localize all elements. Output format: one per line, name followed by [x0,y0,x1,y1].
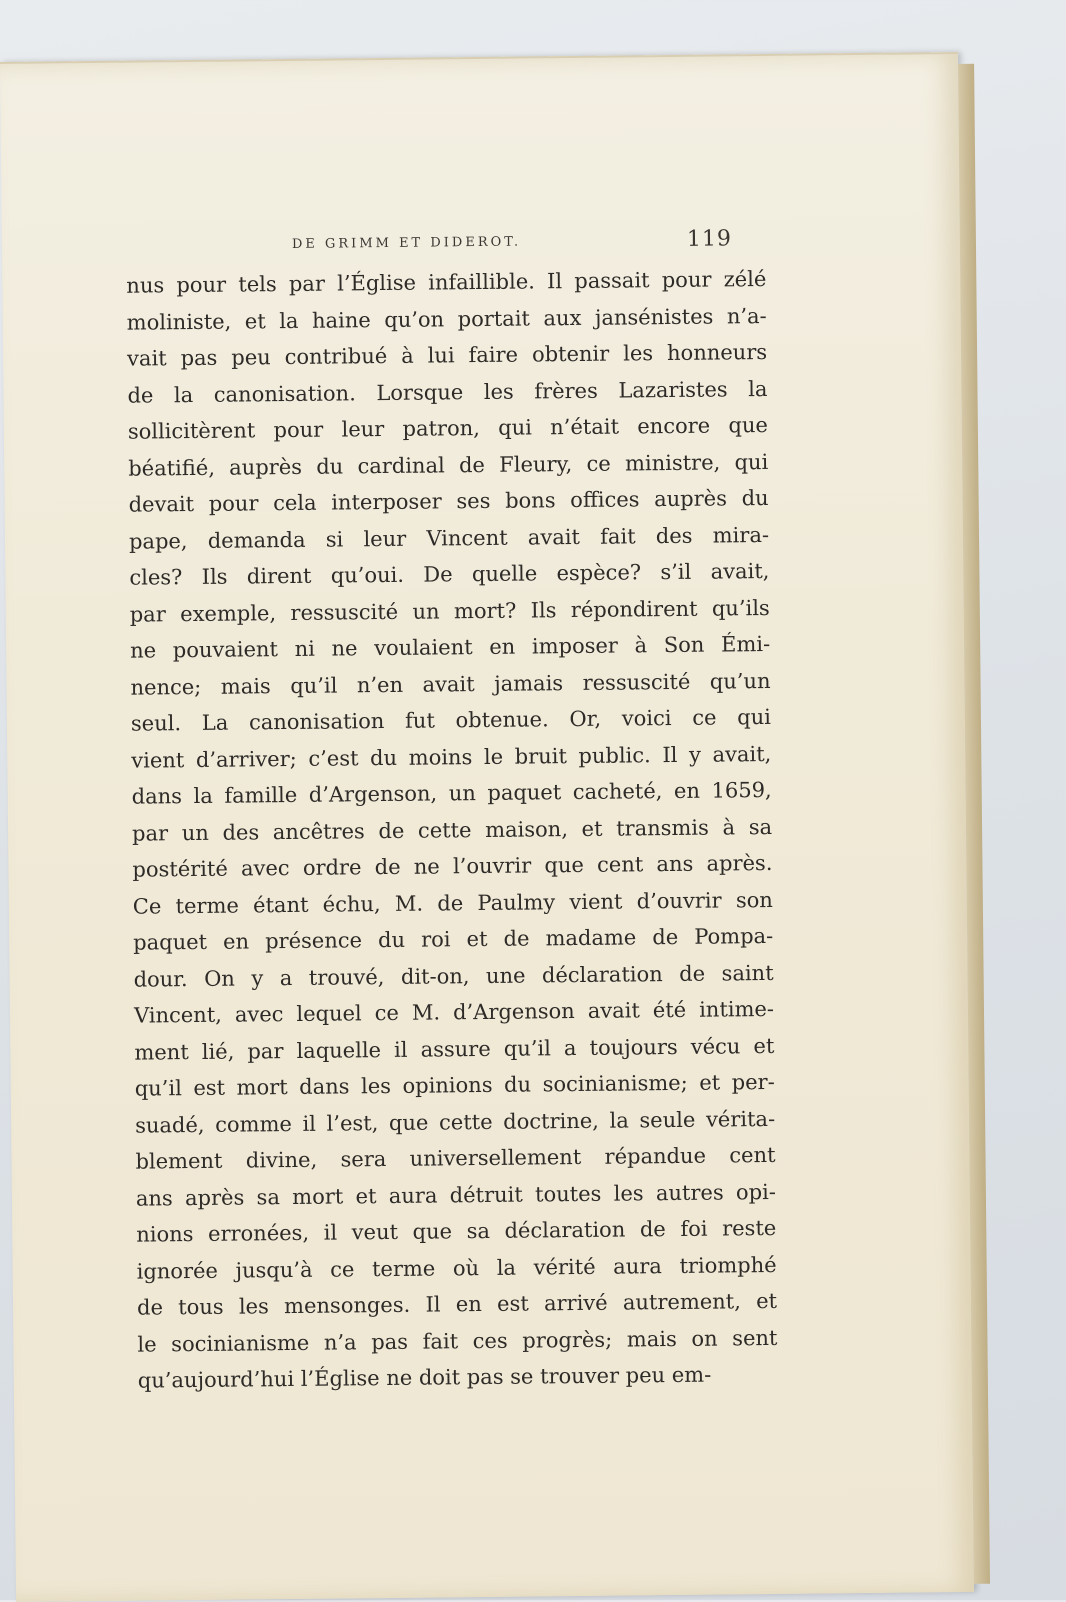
text-line: qu’il est mort dans les opinions du socinianisme; et per- [134,1069,775,1101]
text-line: seul. La canonisation fut obtenue. Or, voici ce qui [130,704,772,736]
text-line: ne pouvaient ni ne voulaient en imposer à Son Émi- [130,631,771,663]
text-line: nence; mais qu’il n’en avait jamais ressuscité qu’un [130,668,771,700]
page-number: 119 [686,226,733,252]
text-line: moliniste, et la haine qu’on portait aux jansénistes n’a- [126,303,767,335]
text-line: de la canonisation. Lorsque les frères Lazaristes la [127,376,768,408]
text-line: Vincent, avec lequel ce M. d’Argenson avait été intime- [133,996,775,1028]
text-line: dour. On y a trouvé, dit-on, une déclaration de saint [133,960,774,992]
page-edge [958,64,990,1584]
text-line: vait pas peu contribué à lui faire obtenir les honneurs [126,339,768,371]
text-line: Ce terme étant échu, M. de Paulmy vient d’ouvrir son [132,887,773,919]
text-line: nus pour tels par l’Église infaillible. Il passait pour zélé [126,266,767,298]
text-line: postérité avec ordre de ne l’ouvrir que cent ans après. [132,850,773,882]
text-line: béatifié, auprès du cardinal de Fleury, ce ministre, qui [128,449,769,481]
text-line: qu’aujourd’hui l’Église ne doit pas se trouver peu em- [137,1362,712,1393]
text-line: de tous les mensonges. Il en est arrivé autrement, et [136,1288,778,1320]
body-text [126,261,778,1399]
text-line: pape, demanda si leur Vincent avait fait des mira- [128,522,770,554]
text-line: par exemple, ressuscité un mort? Ils répondirent qu’ils [129,595,770,627]
text-line: blement divine, sera universellement répandue cent [135,1142,776,1174]
text-line: sollicitèrent pour leur patron, qui n’était encore que [127,412,768,444]
text-line: suadé, comme il l’est, que cette doctrine, la seule vérita- [135,1106,776,1138]
text-line: vient d’arriver; c’est du moins le bruit public. Il y avait, [131,741,772,773]
text-line: devait pour cela interposer ses bons offices auprès du [128,485,769,517]
book-page [0,52,974,1602]
running-head [291,226,733,252]
text-line: ans après sa mort et aura détruit toutes les autres opi- [135,1179,776,1211]
text-line: paquet en présence du roi et de madame de Pompa- [133,923,774,955]
text-line: dans la famille d’Argenson, un paquet cacheté, en 1659, [131,777,772,809]
text-line: le socinianisme n’a pas fait ces progrès; mais on sent [137,1325,778,1357]
running-title: DE GRIMM ET DIDEROT. [291,234,522,252]
text-line: cles? Ils dirent qu’oui. De quelle espèce? s’il avait, [129,558,770,590]
text-line: ment lié, par laquelle il assure qu’il a toujours vécu et [134,1033,775,1065]
text-line: nions erronées, il veut que sa déclaration de foi reste [136,1215,777,1247]
text-line: par un des ancêtres de cette maison, et transmis à sa [131,814,773,846]
text-line: ignorée jusqu’à ce terme où la vérité aura triomphé [136,1252,777,1284]
